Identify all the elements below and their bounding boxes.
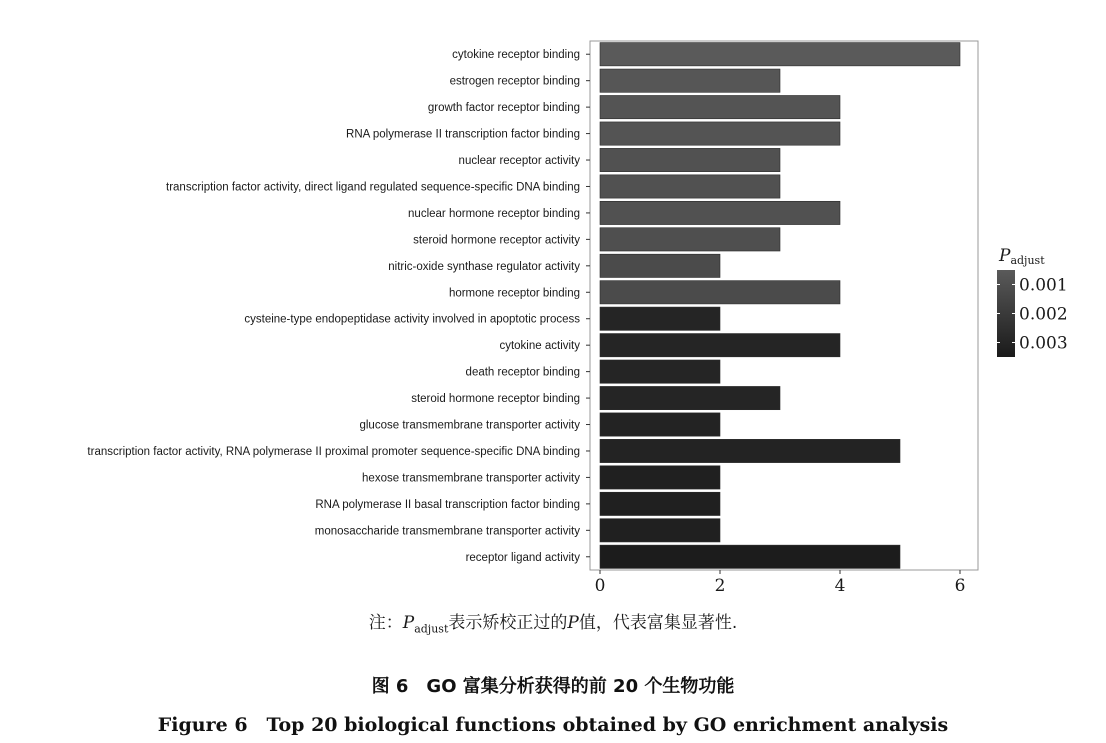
- category-label-18: RNA polymerase II basal transcription factor binding: [315, 498, 580, 511]
- bar-13: [600, 360, 720, 383]
- bar-10: [600, 281, 840, 304]
- bar-3: [600, 95, 840, 118]
- bar-8: [600, 228, 780, 251]
- bar-17: [600, 466, 720, 489]
- category-label-11: cysteine-type endopeptidase activity involved in apoptotic process: [244, 313, 580, 326]
- bar-16: [600, 439, 900, 462]
- note-p-subscript: adjust: [414, 622, 449, 636]
- bar-18: [600, 492, 720, 515]
- category-label-2: estrogen receptor binding: [449, 75, 580, 88]
- category-label-7: nuclear hormone receptor binding: [408, 207, 580, 220]
- category-label-13: death receptor binding: [465, 366, 580, 379]
- bar-12: [600, 334, 840, 357]
- category-label-5: nuclear receptor activity: [458, 155, 580, 168]
- x-tick-label-4: 4: [834, 576, 846, 596]
- category-label-4: RNA polymerase II transcription factor binding: [346, 128, 580, 141]
- note-suffix: 值，代表富集显著性.: [578, 613, 738, 633]
- legend-tick-label-0.001: 0.001: [1019, 275, 1068, 296]
- bar-9: [600, 254, 720, 277]
- category-label-9: nitric-oxide synthase regulator activity: [388, 260, 580, 273]
- category-label-16: transcription factor activity, RNA polymerase II proximal promoter sequence-specific DNA binding: [87, 445, 580, 458]
- category-label-8: steroid hormone receptor activity: [413, 234, 580, 247]
- x-tick-label-0: 0: [594, 576, 606, 596]
- bar-19: [600, 519, 720, 542]
- note-p-symbol: P: [402, 613, 415, 633]
- note-prefix: 注：: [368, 613, 403, 633]
- bar-4: [600, 122, 840, 145]
- legend-tick-label-0.002: 0.002: [1019, 304, 1068, 325]
- bar-5: [600, 148, 780, 171]
- bar-6: [600, 175, 780, 198]
- category-label-14: steroid hormone receptor binding: [411, 393, 580, 406]
- bar-14: [600, 386, 780, 409]
- category-label-12: cytokine activity: [499, 340, 580, 353]
- bar-1: [600, 43, 960, 66]
- x-tick-label-2: 2: [714, 576, 726, 596]
- figure-caption-english: Figure 6 Top 20 biological functions obtained by GO enrichment analysis: [157, 714, 949, 736]
- category-label-1: cytokine receptor binding: [452, 49, 580, 62]
- legend-tick-label-0.003: 0.003: [1019, 333, 1068, 354]
- category-label-15: glucose transmembrane transporter activity: [359, 419, 580, 432]
- bar-15: [600, 413, 720, 436]
- legend-title: Padjust: [999, 246, 1045, 267]
- note-middle: 表示矫校正过的: [448, 613, 568, 633]
- category-label-20: receptor ligand activity: [465, 551, 580, 564]
- category-label-19: monosaccharide transmembrane transporter activity: [314, 525, 580, 538]
- note-p-symbol-2: P: [567, 613, 579, 633]
- category-label-10: hormone receptor binding: [448, 287, 580, 300]
- bar-20: [600, 545, 900, 568]
- x-tick-label-6: 6: [954, 576, 966, 596]
- category-label-6: transcription factor activity, direct ligand regulated sequence-specific DNA binding: [166, 181, 580, 194]
- category-label-3: growth factor receptor binding: [427, 102, 580, 115]
- figure-caption-chinese: 图 6 GO 富集分析获得的前 20 个生物功能: [371, 676, 735, 697]
- category-label-17: hexose transmembrane transporter activity: [362, 472, 580, 485]
- bar-2: [600, 69, 780, 92]
- chart-note: [0, 608, 1106, 635]
- bar-7: [600, 201, 840, 224]
- bar-11: [600, 307, 720, 330]
- plot-panel: [590, 41, 978, 570]
